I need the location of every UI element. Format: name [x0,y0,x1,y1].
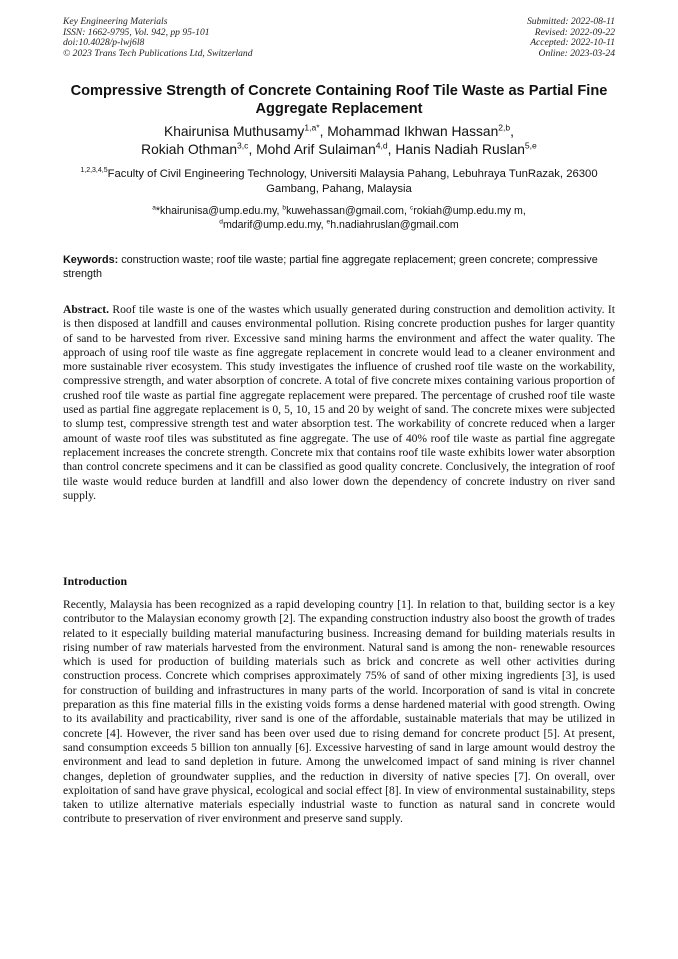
date-revised: Revised: 2022-09-22 [534,26,615,38]
author-affiliation-mark: 2,b [498,122,511,133]
email-mark: c [409,204,414,212]
submission-dates [527,17,615,59]
date-online: Online: 2023-03-24 [538,47,615,59]
date-submitted: Submitted: 2022-08-11 [526,16,615,27]
abstract-text: Roof tile waste is one of the wastes which usually generated during construction and demolition activity. It is then disposed at landfill and causes environmental pollution. Rising concrete production pushes for larger quantity of sand to be harvested from river. Excessive sand mining harms the environment and affect the water quality. The approach of using roof tile waste as fine aggregate replacement in concrete would lead to a cleaner environment and more sustainable river ecosystem. This study investigates the influence of crushed roof tile waste on the workability, compressive strength, and water absorption of concrete. A total of five concrete mixes containing various proportion of crushed roof tile waste as partial fine aggregate replacement were prepared. The percentage of crushed roof tile waste used as partial fine aggregate replacement is 0, 5, 10, 15 and 20 by weight of sand. The concrete mixes were subjected to slump test, compressive strength test and water absorption test. The workability of concrete reduced when a larger amount of waste roof tiles was substituted as fine aggregate. The use of 40% roof tile waste as partial fine aggregate replacement increases the concrete strength. Concrete mix that contains roof tile waste exhibits lower water absorption than control concrete specimens and it can be classified as good quality concrete. Conclusively, the integration of roof tile waste would reduce burden at landfill and also lower down the dependency of concrete industry on river sand supply. [63,303,616,502]
journal-issn: ISSN: 1662-9795, Vol. 942, pp 95-101 [63,26,210,38]
affiliation-text: Faculty of Civil Engineering Technology, Universiti Malaysia Pahang, Lebuhraya TunRazak, 26300 Gambang, Pahang, Malaysia [107,168,598,195]
journal-copyright: © 2023 Trans Tech Publications Ltd, Switzerland [63,47,253,59]
author-affiliation-mark: 3,c [237,140,249,151]
email-mark: d [219,218,223,226]
author-name: Khairunisa Muthusamy [164,124,305,139]
journal-name: Key Engineering Materials [63,16,168,27]
affiliation [55,167,623,197]
author-affiliation-mark: 5,e [524,140,537,151]
author-list: Khairunisa Muthusamy$^{1,a*}$, Mohammad Ikhwan Hassan$^{2,b}$, Rokiah Othman$^{3,c}$, Mohd Arif Sulaiman$^{4,d}$, Hanis Nadiah Ruslan$^{5,e}$ [141,122,537,157]
author-name: Mohammad Ikhwan Hassan [327,124,499,139]
abstract-label: Abstract. [63,303,110,316]
journal-info [63,17,253,59]
keywords-text: construction waste; roof tile waste; partial fine aggregate replacement; green concrete; compressive strength [63,254,598,280]
affiliation-mark: 1,2,3,4,5 [80,167,108,175]
author-name: Mohd Arif Sulaiman [256,142,376,157]
paper-title: Compressive Strength of Concrete Containing Roof Tile Waste as Partial Fine Aggregate Replacement [70,83,608,117]
email-mark: b [282,204,287,212]
author-name: Rokiah Othman [141,142,238,157]
email-link[interactable]: kuwehassan@gmail.com, [286,205,407,217]
keywords [63,253,615,281]
author-affiliation-mark: 1,a* [304,122,320,133]
author-name: Hanis Nadiah Ruslan [395,142,525,157]
email-link[interactable]: *khairunisa@ump.edu.my, [155,205,280,217]
email-link[interactable]: h.nadiahruslan@gmail.com [330,219,459,231]
author-affiliation-mark: 4,d [375,140,388,151]
email-link[interactable]: mdarif@ump.edu.my, [222,219,324,231]
introduction-paragraph: Recently, Malaysia has been recognized as a rapid developing country [1]. In relation to that, building sector is a key contributor to the Malaysian economy growth [2]. The expanding construction industry also boost the growth of trades related to it especially building material manufacturing business. Increasing demand for building materials results in rising number of raw materials harvested from the environment. Natural sand is among the non- renewable resources which is used for production of building materials such as brick and concrete as well other activities during construction process. Concrete which comprises approximately 75% of sand of other mixing ingredients [3], is used for construction of building and infrastructures in many parts of the world. Incorporation of sand is vital in concrete preparation as this fine material fills in the existing voids forms a dense hardened material with good strength. Owing to its availability and practicability, river sand is one of the affordable, sustainable materials that may be utilized in concrete [4]. However, the river sand has been over used due to rising demand for concrete product [5]. At present, sand consumption exceeds 5 billion ton annually [6]. Excessive harvesting of sand in large amount would destroy the environment and lead to sand depletion in future. Among the unwelcomed impact of sand mining is river channel changes, depletion of groundwater supplies, and the reduction in diversity of native species [7]. On overall, over exploitation of sand have grave physical, ecological and social effect [8]. In view of environmental sustainability, steps taken to utilize alternative materials especially industrial waste to function as natural sand in concrete would contribute to preservation of river environment and preserve sand supply. [63,598,615,826]
date-accepted: Accepted: 2022-10-11 [530,37,615,49]
abstract [63,303,615,503]
journal-doi: doi:10.4028/p-lwj6l8 [63,37,145,49]
author-emails [55,204,623,232]
keywords-label: Keywords: [63,254,119,266]
section-heading-introduction: Introduction [63,574,128,588]
email-mark: a [152,204,156,212]
email-mark: e [326,218,331,226]
email-link[interactable]: rokiah@ump.edu.my m, [413,205,526,217]
